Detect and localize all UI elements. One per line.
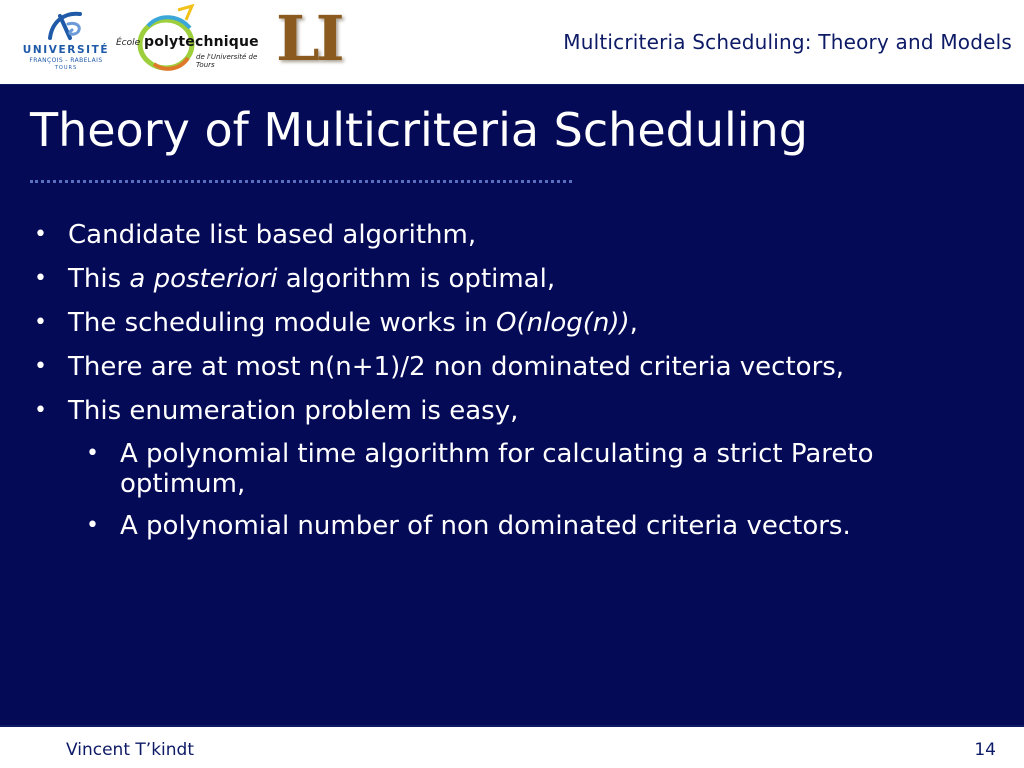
bullet-icon: •: [34, 398, 47, 423]
bullet-text: There are at most n(n+1)/2 non dominated criteria vectors,: [68, 352, 845, 382]
li-lab-name: LI: [276, 2, 341, 75]
slide-title: Theory of Multicriteria Scheduling: [30, 103, 808, 157]
polytechnique-logo: [116, 4, 268, 76]
footer-divider: [0, 725, 1024, 727]
bullet-emphasis: O(nlog(n)): [496, 308, 630, 338]
polytechnique-name: polytechnique: [144, 34, 259, 50]
bullet-item: [30, 263, 980, 295]
bullet-text-start: The scheduling module works in: [68, 308, 497, 338]
bullet-icon: •: [34, 310, 47, 335]
bullet-item: [30, 351, 980, 383]
bullet-icon: •: [34, 266, 47, 291]
sub-bullet-list: [68, 439, 980, 541]
sub-bullet-text: A polynomial number of non dominated criteria vectors.: [120, 511, 851, 541]
polytechnique-subname: de l'Université de Tours: [196, 53, 258, 69]
bullet-item: [30, 307, 980, 339]
slide-header: [0, 0, 1024, 84]
bullet-text: This enumeration problem is easy,: [68, 396, 519, 426]
bullet-item: [30, 219, 980, 251]
sub-bullet-icon: •: [86, 441, 99, 466]
footer-author: Vincent T’kindt: [66, 740, 194, 760]
page-number: 14: [974, 740, 996, 760]
sub-bullet-item: [68, 439, 980, 499]
bullet-emphasis: a posteriori: [129, 264, 278, 294]
li-lab-logo: [270, 2, 360, 78]
slide-body: [0, 85, 1024, 725]
universite-tours-logo: [20, 6, 112, 72]
bullet-list: [30, 219, 980, 553]
bullet-text-start: This: [68, 264, 130, 294]
title-dotted-rule: [30, 180, 572, 183]
sub-bullet-icon: •: [86, 513, 99, 538]
bullet-text: Candidate list based algorithm,: [68, 220, 477, 250]
bullet-item: [30, 395, 980, 541]
bullet-text-end: ,: [629, 308, 638, 338]
deck-title: Multicriteria Scheduling: Theory and Models: [563, 30, 1012, 54]
bullet-text-end: algorithm is optimal,: [277, 264, 556, 294]
sub-bullet-text: A polynomial time algorithm for calculating a strict Pareto optimum,: [120, 439, 874, 499]
university-emblem-icon: [42, 8, 90, 44]
polytechnique-ecole: École: [116, 38, 141, 48]
sub-bullet-item: [68, 511, 980, 541]
university-subname: FRANÇOIS - RABELAIS: [29, 57, 103, 64]
university-city: TOURS: [54, 65, 78, 71]
bullet-icon: •: [34, 222, 47, 247]
university-name: UNIVERSITÉ: [22, 44, 110, 56]
bullet-icon: •: [34, 354, 47, 379]
